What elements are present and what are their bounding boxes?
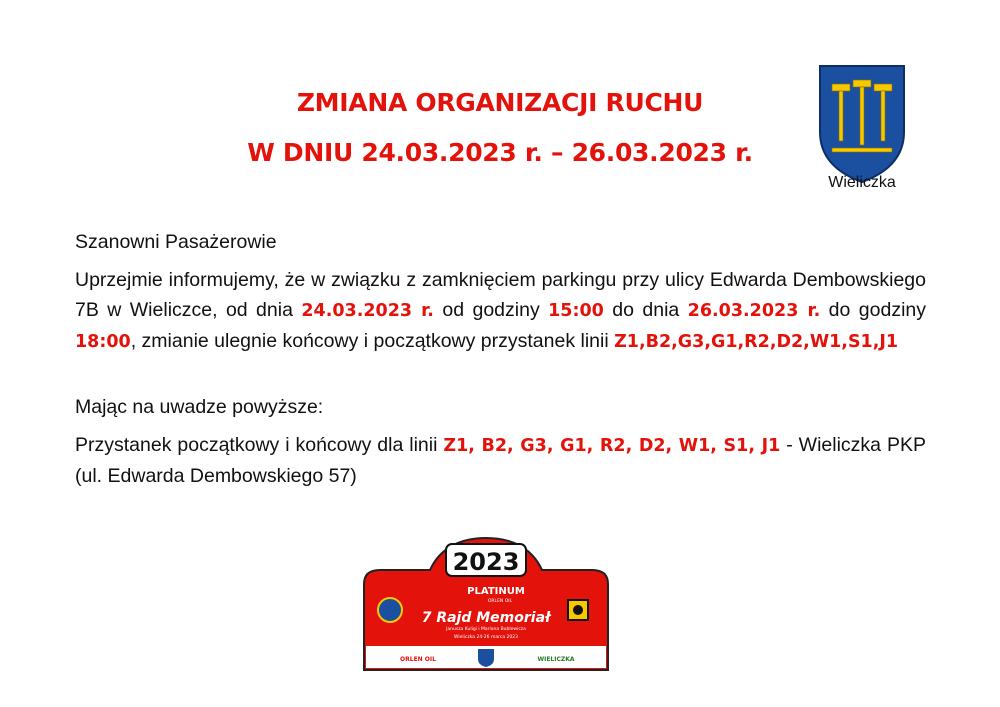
para-text: do godziny <box>820 299 927 321</box>
note-paragraph: Mając na uwadze powyższe: <box>75 396 324 418</box>
start-date: 24.03.2023 r. <box>301 301 434 321</box>
logo-caption: Wieliczka <box>828 174 896 191</box>
announcement-paragraph <box>75 265 926 357</box>
para-text: Przystanek początkowy i końcowy dla linii <box>75 434 444 456</box>
rally-year: 2023 <box>452 548 520 576</box>
sponsor-footer-right: WIELICZKA <box>537 656 575 663</box>
rally-dates: Wieliczka 24-26 marca 2023 <box>454 635 518 640</box>
stop-paragraph <box>75 430 926 491</box>
rally-sponsor-sub: ORLEN OIL <box>487 599 513 604</box>
para-text: Uprzejmie informujemy, że w związku z zamknięciem parkingu przy ulicy Edwarda Dembowskiego 7B w Wieliczce, od dnia <box>75 269 926 321</box>
rally-plate-logo <box>360 534 612 674</box>
para-text: do dnia <box>603 299 688 321</box>
affected-lines: Z1, B2, G3, G1, R2, D2, W1, S1, J1 <box>443 436 781 456</box>
rally-event-name: 7 Rajd Memoriał <box>421 610 551 626</box>
end-time: 18:00 <box>75 332 131 352</box>
notice-title: ZMIANA ORGANIZACJI RUCHU <box>296 88 704 117</box>
affected-lines: Z1,B2,G3,G1,R2,D2,W1,S1,J1 <box>614 332 899 352</box>
end-date: 26.03.2023 r. <box>687 301 821 321</box>
sponsor-footer-left: ORLEN OIL <box>400 656 436 663</box>
club-emblem-icon <box>378 598 402 622</box>
stop-name: - Wieliczka PKP (ul. Edwarda Dembowskiego 57) <box>75 434 926 487</box>
para-text: od godziny <box>433 299 549 321</box>
start-time: 15:00 <box>548 301 604 321</box>
para-text: , zmianie ulegnie końcowy i początkowy przystanek linii <box>130 330 615 352</box>
notice-date-range: W DNIU 24.03.2023 r. – 26.03.2023 r. <box>247 138 753 167</box>
rally-event-sub: Janusza Kuligi i Mariana Bublewicza <box>446 627 526 632</box>
wieliczka-mini-coa-icon <box>478 649 494 667</box>
rally-sponsor: PLATINUM <box>467 586 525 597</box>
greeting: Szanowni Pasażerowie <box>75 231 277 253</box>
